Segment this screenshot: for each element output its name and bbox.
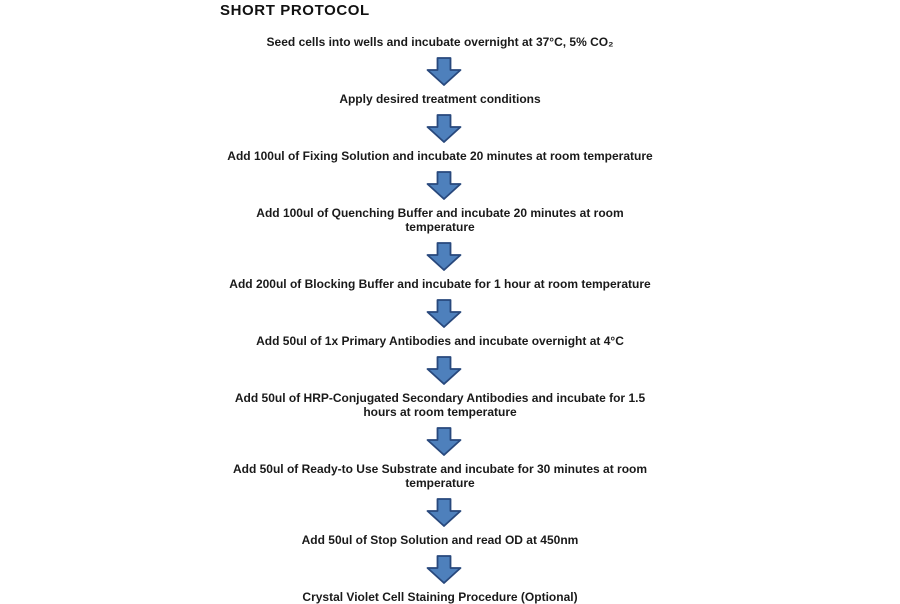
step-text: Add 50ul of 1x Primary Antibodies and incubate overnight at 4°C	[256, 334, 624, 348]
protocol-step	[210, 206, 670, 234]
protocol-step	[210, 92, 670, 106]
protocol-step	[210, 277, 670, 291]
step-text: Add 50ul of HRP-Conjugated Secondary Antibodies and incubate for 1.5	[234, 391, 646, 405]
step-text: Seed cells into wells and incubate overnight at 37°C, 5% CO₂	[266, 35, 614, 49]
protocol-step	[210, 462, 670, 490]
down-arrow-icon	[426, 299, 462, 328]
step-text: Add 200ul of Blocking Buffer and incubate for 1 hour at room temperature	[229, 277, 651, 291]
step-text: Add 100ul of Quenching Buffer and incubate 20 minutes at room	[256, 206, 624, 220]
protocol-step	[210, 590, 670, 604]
down-arrow-icon	[426, 427, 462, 456]
step-text: Add 100ul of Fixing Solution and incubate 20 minutes at room temperature	[227, 149, 653, 163]
down-arrow-icon	[426, 114, 462, 143]
step-text: hours at room temperature	[363, 405, 517, 419]
step-text: Add 50ul of Ready-to Use Substrate and incubate for 30 minutes at room	[232, 462, 648, 476]
protocol-step	[210, 35, 670, 49]
step-text: temperature	[405, 220, 475, 234]
step-text: Apply desired treatment conditions	[339, 92, 541, 106]
page-title: SHORT PROTOCOL	[220, 2, 370, 19]
protocol-step	[210, 149, 670, 163]
down-arrow-icon	[426, 242, 462, 271]
protocol-step	[210, 334, 670, 348]
step-text: Crystal Violet Cell Staining Procedure (Optional)	[302, 590, 578, 604]
down-arrow-icon	[426, 498, 462, 527]
down-arrow-icon	[426, 57, 462, 86]
down-arrow-icon	[426, 555, 462, 584]
down-arrow-icon	[426, 171, 462, 200]
protocol-flow	[210, 35, 670, 604]
protocol-step	[210, 391, 670, 419]
down-arrow-icon	[426, 356, 462, 385]
step-text: Add 50ul of Stop Solution and read OD at 450nm	[301, 533, 579, 547]
step-text: temperature	[405, 476, 475, 490]
protocol-step	[210, 533, 670, 547]
